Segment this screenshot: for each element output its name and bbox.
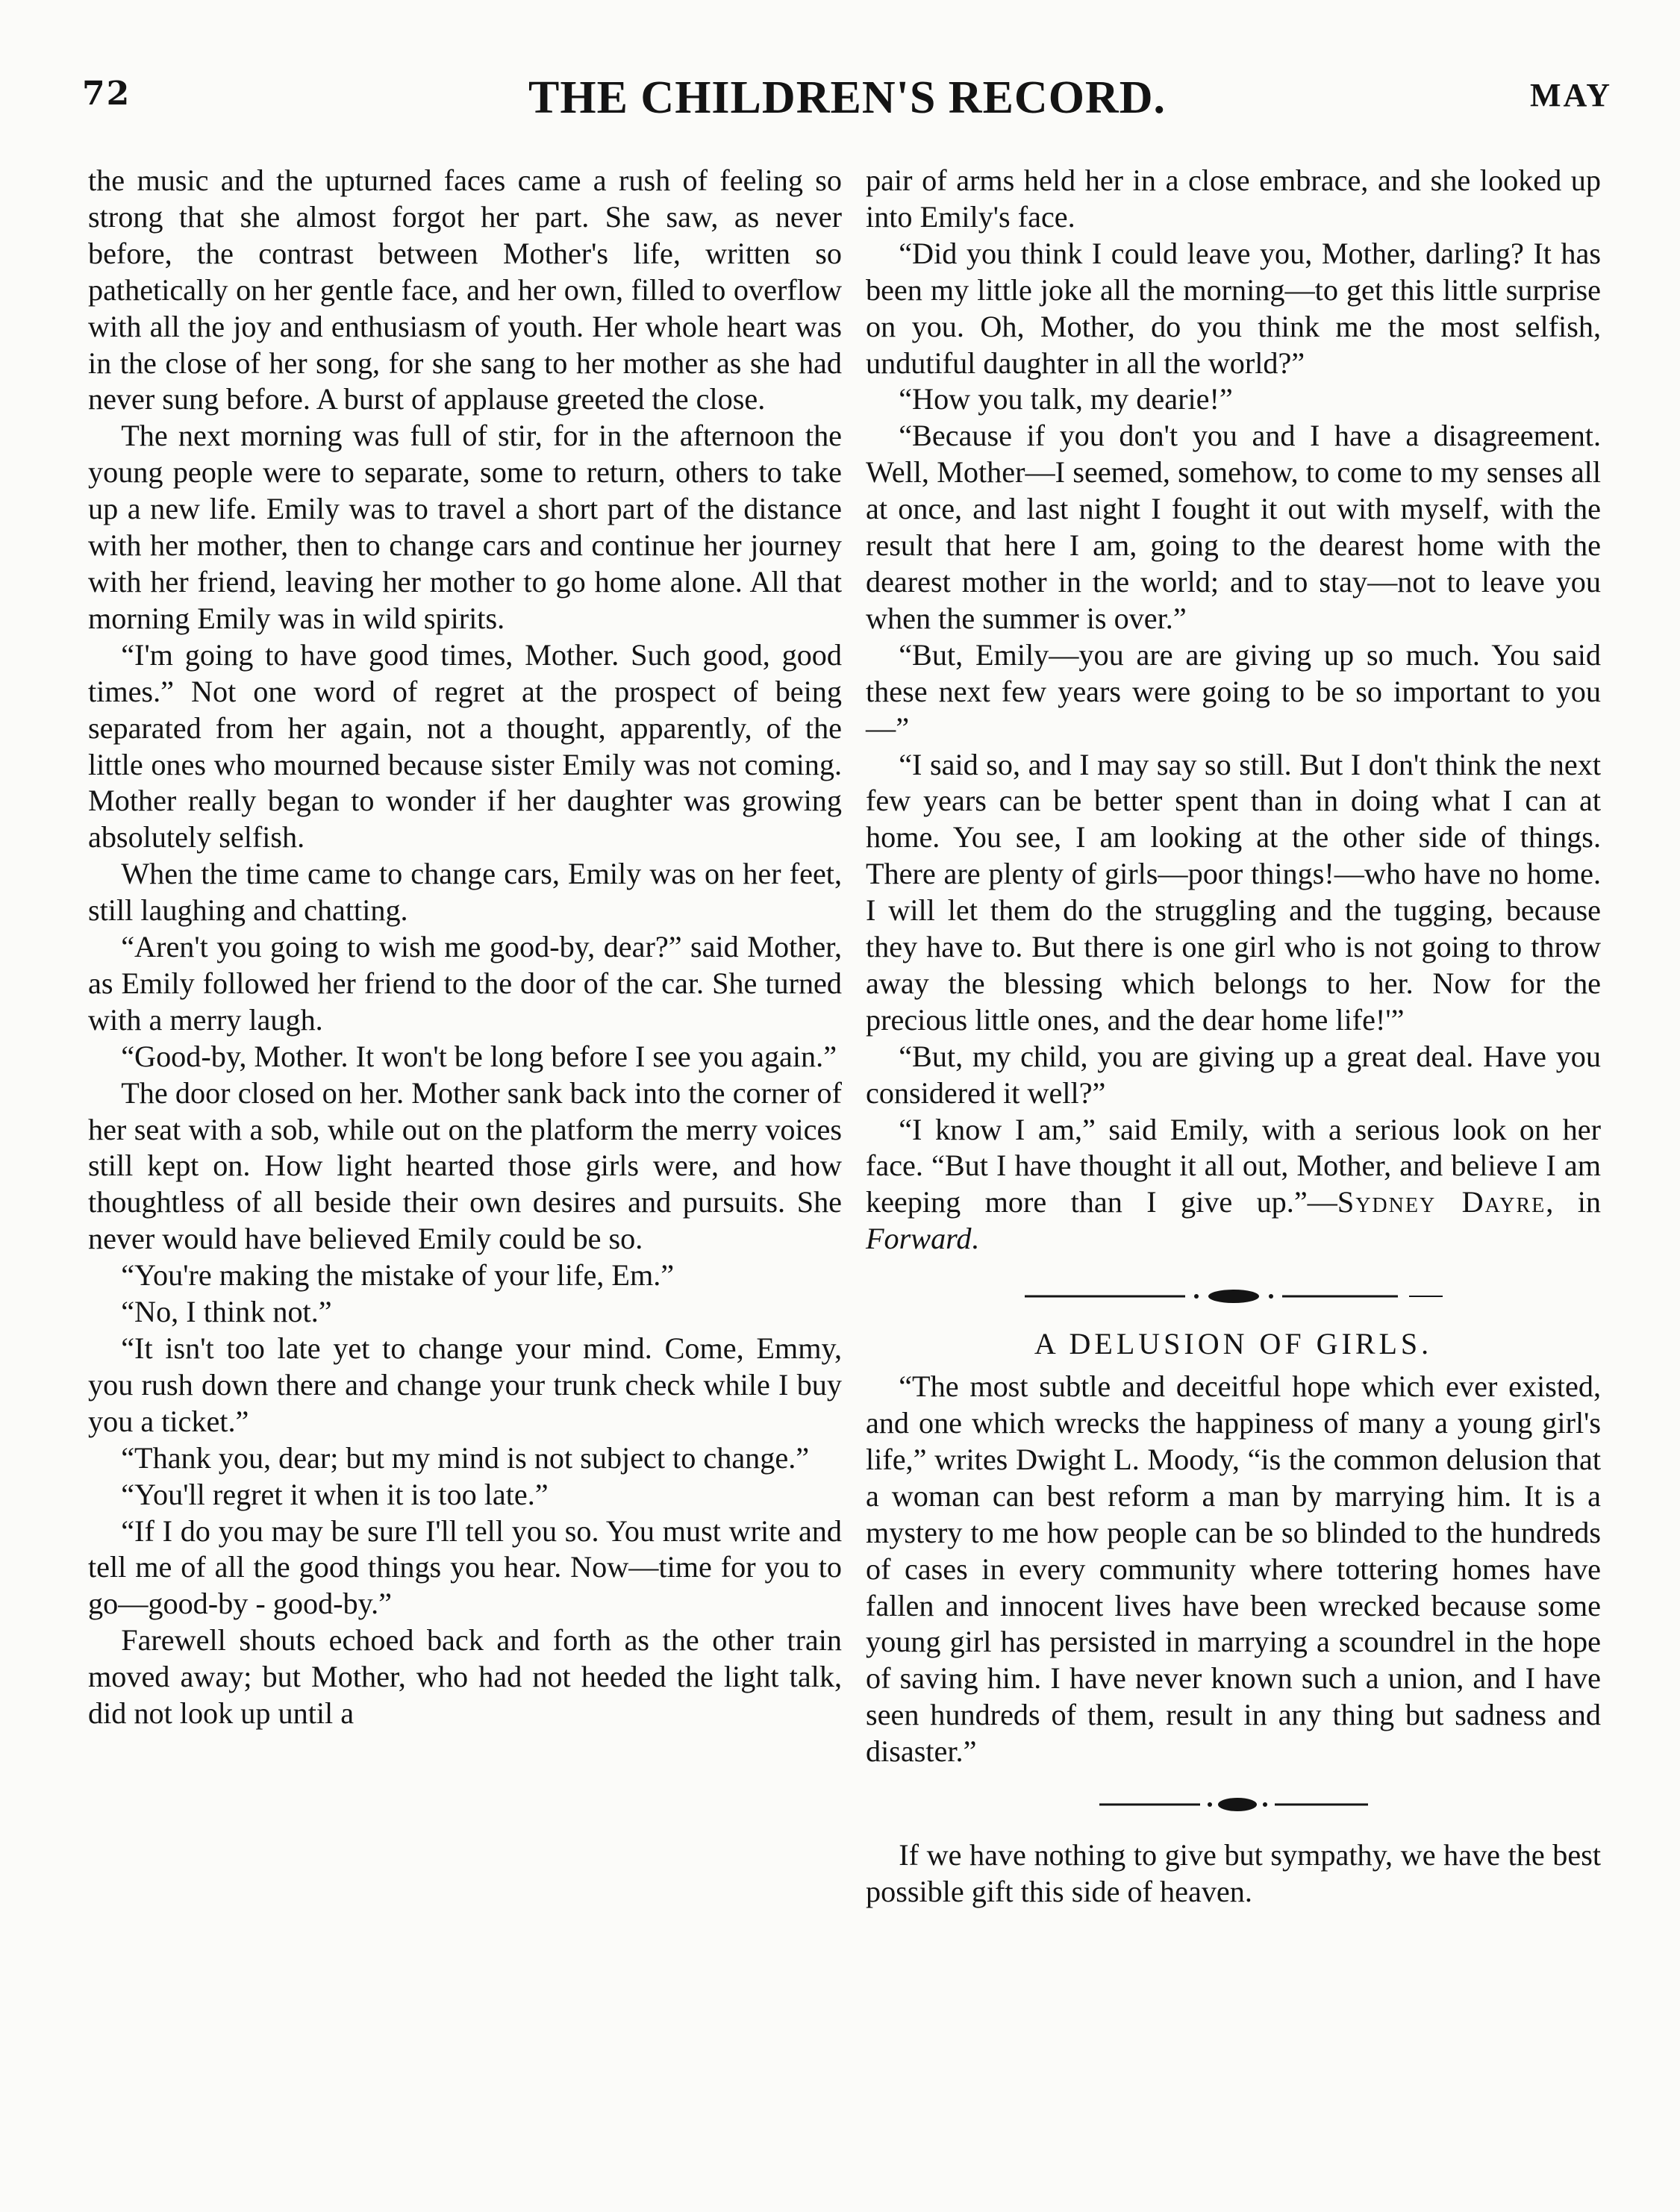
story-paragraph: “Did you think I could leave you, Mother, darling? It has been my little joke all the morning—to get this little surprise on you. Oh, Mother, do you think me the most selfish, undutiful daughter in all the world?” — [866, 236, 1601, 380]
story-author: Sydney Dayre — [1337, 1185, 1546, 1219]
story-paragraph: “I'm going to have good times, Mother. Such good, good times.” Not one word of regret at the prospect of being separated from her again, not a thought, apparently, of the little ones who mourned because sister Emily was not coming. Mother really began to wonder if her daughter was growing absolutely selfish. — [88, 637, 842, 855]
story-paragraph: “It isn't too late yet to change your mind. Come, Emmy, you rush down there and change your trunk check while I buy you a ticket.” — [88, 1331, 842, 1438]
section-title: A DELUSION OF GIRLS. — [1034, 1327, 1433, 1361]
section-paragraph: “The most subtle and deceitful hope which ever existed, and one which wrecks the happiness of many a young girl's life,” writes Dwight L. Moody, “is the common delusion that a woman can best reform a man by marrying him. It is a mystery to me how people can be so blinded to the hundreds of cases in every community where tottering homes have fallen and innocent lives have been wrecked because some young girl has persisted in marrying a scoundrel in the hope of saving him. I have never known such a union, and I have seen hundreds of them, result in any thing but sadness and disaster.” — [866, 1369, 1601, 1769]
story-paragraph: Farewell shouts echoed back and forth as the other train moved away; but Mother, who had not heeded the light talk, did not look up until a — [88, 1623, 842, 1731]
divider-ornament-icon — [1099, 1796, 1368, 1813]
left-column — [88, 163, 842, 1732]
story-paragraph: The door closed on her. Mother sank back into the corner of her seat with a sob, while out on the platform the merry voices still kept on. How light hearted those girls were, and how thoughtless of all beside their own desires and pursuits. She never would have believed Emily could be so. — [88, 1075, 842, 1256]
source-end: . — [971, 1222, 979, 1256]
story-paragraph: “If I do you may be sure I'll tell you so. You must write and tell me of all the good things you hear. Now—time for you to go—good-by - good-by.” — [88, 1513, 842, 1621]
story-paragraph: pair of arms held her in a close embrace, and she looked up into Emily's face. — [866, 163, 1601, 234]
story-paragraph: “Because if you don't you and I have a disagreement. Well, Mother—I seemed, somehow, to come to my senses all at once, and last night I fought it out with myself, with the result that here I am, going to the dearest home with the dearest mother in the world; and to stay—not to leave you when the summer is over.” — [866, 419, 1601, 635]
story-paragraph: The next morning was full of stir, for in the afternoon the young people were to separate, some to return, others to take up a new life. Emily was to travel a short part of the distance with her mother, then to change cars and continue her journey with her friend, leaving her mother to go home alone. All that morning Emily was in wild spirits. — [88, 419, 842, 635]
story-paragraph: “No, I think not.” — [121, 1295, 332, 1329]
story-paragraph: “Aren't you going to wish me good-by, dear?” said Mother, as Emily followed her friend to the door of the car. She turned with a merry laugh. — [88, 930, 842, 1037]
story-paragraph: “I said so, and I may say so still. But I don't think the next few years can be better spent than in doing what I can at home. You see, I am looking at the other side of things. There are plenty of girls—poor things!—who have no home. I will let them do the struggling and the tugging, because they have to. But there is one girl who is not going to throw away the blessing which belongs to her. Now for the precious little ones, and the dear home life!'” — [866, 747, 1601, 1037]
final-paragraph: If we have nothing to give but sympathy, we have the best possible gift this side of heaven. — [866, 1838, 1601, 1908]
story-paragraph: “Thank you, dear; but my mind is not subject to change.” — [121, 1440, 810, 1475]
story-paragraph: “You'll regret it when it is too late.” — [121, 1477, 549, 1511]
story-paragraph: “How you talk, my dearie!” — [899, 382, 1233, 416]
story-closing-paragraph — [866, 1112, 1601, 1258]
right-column — [866, 163, 1601, 1910]
ornamental-divider — [866, 1782, 1601, 1827]
story-paragraph: When the time came to change cars, Emily was on her feet, still laughing and chatting. — [88, 857, 842, 928]
story-paragraph: “But, Emily—you are are giving up so much. You said these next few years were going to be so important to you—” — [866, 637, 1601, 745]
running-title: THE CHILDREN'S RECORD. — [528, 72, 1166, 123]
ornamental-divider — [866, 1274, 1601, 1319]
story-paragraph: “Good-by, Mother. It won't be long before I see you again.” — [121, 1039, 837, 1073]
divider-ornament-icon — [1025, 1287, 1443, 1305]
author-joiner: , in — [1546, 1185, 1601, 1219]
closing-text: “I know I am,” said Emily, with a serious look on her face. “But I have thought it all out, Mother, and believe I am keeping more than I give up.”— — [866, 1112, 1601, 1219]
story-source: Forward — [866, 1222, 972, 1256]
issue-month: MAY — [1529, 77, 1612, 113]
story-paragraph: “You're making the mistake of your life, Em.” — [121, 1258, 675, 1293]
page-number: 72 — [82, 75, 131, 113]
story-paragraph: the music and the upturned faces came a rush of feeling so strong that she almost forgot her part. She saw, as never before, the contrast between Mother's life, written so pathetically on her gentle face, and her own, filled to overflow with all the joy and enthusiasm of youth. Her whole heart was in the close of her song, for she sang to her mother as she had never sung before. A burst of applause greeted the close. — [88, 163, 842, 416]
page-header — [82, 72, 1612, 134]
story-paragraph: “But, my child, you are giving up a great deal. Have you considered it well?” — [866, 1039, 1601, 1110]
